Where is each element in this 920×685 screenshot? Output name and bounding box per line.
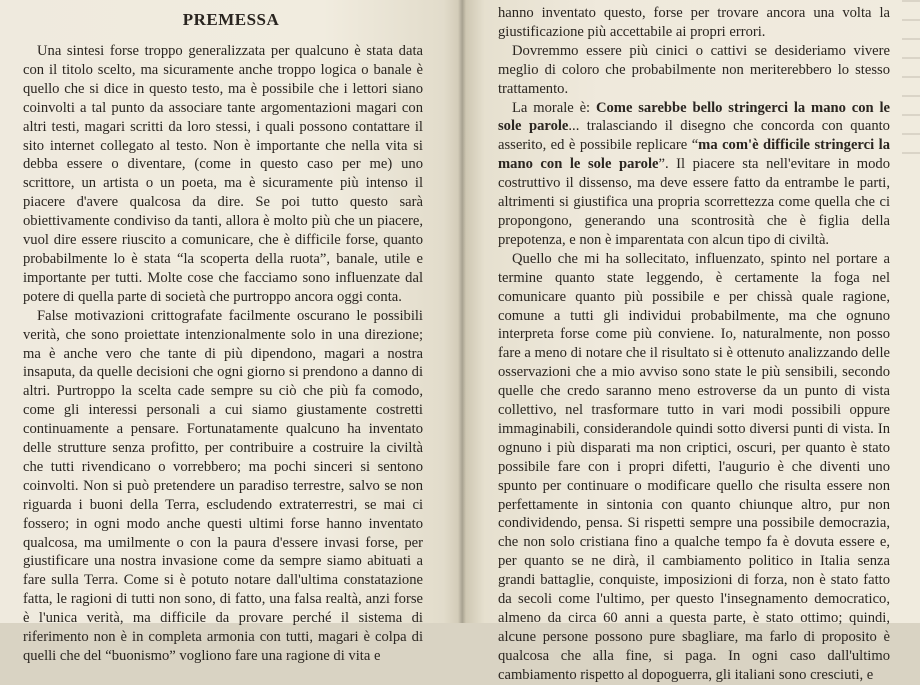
paragraph: Una sintesi forse troppo generalizzata per qualcuno è stata data con il titolo scelto, ma sicuramente anche troppo logica o banale è quello che si dice in questo testo, ma è possibile che i lettori siano coinvolti a tal punto da associare tante argomentazioni magari con altri testi, magari scritti da loro stessi, i quali possono contattare il sito internet collegato al testo. Non è importante che nella vita si debba essere o diventare, (come in questo caso per me) uno scrittore, un artista o un poeta, ma è sicuramente più intenso il piacere d'avere qualcosa da dire. Se poi tutto questo sarà obiettivamente condiviso da tanti, allora è molto più che un piacere, vuol dire essere riuscito a comunicare, che è difficile forse, quanto probabilmente lo è stata “la scoperta della ruota”, banale, utile e importante per tutti. Molte cose che facciamo sono influenzate dal potere di quella parte di società che purtroppo ancora oggi conta. [23,43,423,305]
moral-text-rest: ”. Il piacere sta nell'evitare in modo costruttivo il dissenso, ma deve essere fatto da entrambe le parti, altrimenti si giustifica una propria scorrettezza come quella che ci propongono, generando una scontrosità che è figlia della prepotenza, e non è imparentata con alcun tipo di civiltà. [498,156,890,248]
paragraph-continued: hanno inventato questo, forse per trovare ancora una volta la giustificazione più accettabile ai propri errori. [498,5,890,40]
right-page [462,0,920,683]
left-page [0,0,462,664]
right-page-body [498,4,890,685]
moral-bold-phrase: Come sarebbe bello stringerci la mano con le sole parole [498,99,890,135]
chapter-title: PREMESSA [182,10,280,29]
book-gutter [458,0,466,623]
paragraph: False motivazioni crittografate facilmente oscurano le possibili verità, che sono proiettate intenzionalmente solo in una direzione; ma è anche vero che tante di più dipendono, magari a nostra insaputa, da quelle decisioni che ogni giorno si prendono a danno di altri. Purtroppo la scelta cade sempre su ciò che più fa comodo, come gli interessi personali a cui siamo giustamente costretti continuamente a pensare. Fortunatamente qualcuno ha inventato delle strutture senza profitto, per contribuire a costruire la civiltà che tutti rivendicano o vorrebbero; ma pochi sinceri si sentono coinvolti. Non si può pretendere un paradiso terrestre, salvo se non riguarda i buoni della Terra, escludendo extraterrestri, se mai ci fossero; in ogni modo anche questi ultimi forse hanno inventato qualcosa, ma umilmente o con la paura d'essere invasi forse, per giustificare una nostra invasione come da sempre siamo abituati a fare sulla Terra. Come si è potuto notare dall'ultima constatazione fatta, le ragioni di tutti non sono, di fatto, una falsa realtà, anzi forse è l'unica verità, ma difficile da provare perché il sistema di riferimento non è in completa armonia con tutti, magari è colpa di quelli che del “buonismo” vogliono fare una ragione di vita e [23,307,423,664]
paragraph: Dovremmo essere più cinici o cattivi se desideriamo vivere meglio di coloro che probabilmente non meriterebbero lo stesso trattamento. [498,42,890,97]
moral-text: ... tralasciando il disegno che concorda con quanto asserito, ed è possibile replicare “ [498,118,890,154]
moral-lead: La morale è: [512,99,596,116]
left-page-body [23,42,423,666]
show-through-texture [902,0,920,160]
paragraph-moral [498,99,890,250]
paragraph: Quello che mi ha sollecitato, influenzato, spinto nel portare a termine quanto state leggendo, è certamente la foga nel comunicare quanto più possibile e per chissà quale ragione, comune a tutti gli individui probabilmente, ma che ognuno interpreta forse come più conviene. Io, naturalmente, non posso fare a meno di notare che il risultato si è ottenuto analizzando delle osservazioni che a mio avviso sono state le più sensibili, secondo quelle che credo saranno meno estroverse da un punto di vista collettivo, nel trasformare tutto in vari modi possibili oppure immaginabili, considerandole quindi sotto diversi punti di vista. In ognuno i più disparati ma non criptici, oscuri, per quanto è stato possibile fare con i propri difetti, l'augurio è che diventi uno spunto per continuare o modificare quello che risulta essere non perfettamente in sintonia con quanto chiunque altro, pur non condividendo, pensa. Si rispetti sempre una possibile democrazia, che non solo cristiana fino a qualche tempo fa è dovuta essere e, per quanto se ne dirà, il cambiamento politico in Italia senza grandi battaglie, conquiste, imposizioni di forza, non è stato fatto da secoli come l'ultimo, per questo l'insegnamento democratico, almeno da circa 60 anni a questa parte, è stato ottimo; quindi, alcune persone possono pure sbagliare, ma farlo di proposito è qualcosa che alla fine, si paga. In ogni caso dall'ultimo cambiamento rispetto al dopoguerra, gli italiani sono cresciuti, e [498,250,890,683]
moral-bold-reply: ma com'è difficile stringerci la mano con le sole parole [498,137,890,173]
